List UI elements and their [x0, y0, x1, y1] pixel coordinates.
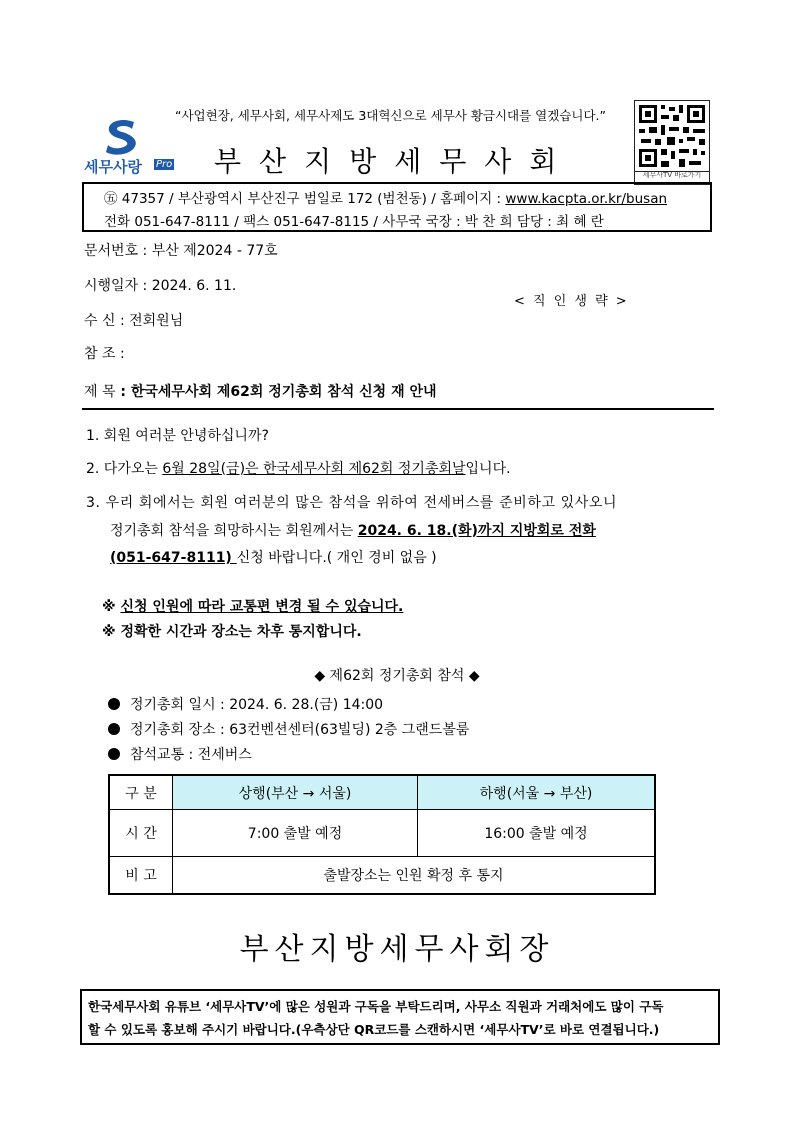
- bullet-1: [108, 694, 383, 714]
- paragraph-3-line-1: 3. 우리 회에서는 회원 여러분의 많은 참석을 위하여 전세버스를 준비하고 있사오니: [86, 495, 618, 511]
- p3-l2-a: 정기총회 참석을 희망하시는 회원께서는: [110, 523, 358, 539]
- cc-value: :: [115, 346, 125, 362]
- note-1-text: 신청 인원에 따라 교통편 변경 될 수 있습니다.: [120, 599, 404, 615]
- bullet-2: [108, 719, 469, 739]
- logo: [84, 116, 184, 182]
- subject-label: 제 목: [84, 384, 116, 400]
- table-cell: 16:00 출발 예정: [418, 810, 656, 857]
- bullet-1-text: 정기총회 일시 : 2024. 6. 28.(금) 14:00: [130, 697, 384, 713]
- table-cell: 비 고: [109, 857, 173, 895]
- note-1-mark: ※: [102, 599, 121, 615]
- divider: [82, 408, 714, 410]
- p3-l3-b: 신청 바랍니다.( 개인 경비 없음 ): [236, 550, 437, 566]
- p2-highlight: 6월 28일(금)은 한국세무사회 제62회 정기총회날: [162, 461, 466, 477]
- recipient-value: : 전회원님: [115, 313, 184, 329]
- qr-caption: 세무사TV 바로가기: [634, 170, 710, 185]
- recipient: [84, 310, 183, 330]
- bullet-3-text: 참석교통 : 전세버스: [130, 747, 252, 763]
- paragraph-1: 1. 회원 여러분 안녕하십니까?: [86, 428, 269, 444]
- footer-line-1: 한국세무사회 유튜브 ‘세무사TV’에 많은 성원과 구독을 부탁드리며, 사무소 직원과 거래처에도 많이 구독: [88, 999, 664, 1014]
- bullet-icon: [108, 723, 120, 735]
- bullet-3: [108, 744, 252, 764]
- p3-phone: (051-647-8111): [110, 550, 237, 566]
- org-title: 부산지방세무사회: [214, 145, 575, 178]
- table-row: [109, 857, 655, 895]
- recipient-label: 수 신: [84, 313, 116, 329]
- qr-code-icon: [635, 101, 709, 171]
- table-header-cell: 구 분: [109, 775, 173, 810]
- note-1: [102, 596, 403, 616]
- paragraph-3-line-2: [110, 520, 596, 540]
- address-text: ㊄ 47357 / 부산광역시 부산진구 범일로 172 (범천동) / 홈페이지 :: [104, 191, 506, 207]
- subject-value: : 한국세무사회 제62회 정기총회 참석 신청 재 안내: [115, 384, 437, 400]
- table-row: [109, 810, 655, 857]
- table-cell: 7:00 출발 예정: [173, 810, 418, 857]
- p3-deadline: 2024. 6. 18.(화)까지 지방회로 전화: [357, 523, 596, 539]
- address-line-1: [104, 187, 667, 207]
- p2-c: 입니다.: [465, 461, 511, 477]
- footer-line-2: 할 수 있도록 홍보해 주시기 바랍니다.(우측상단 QR코드를 스캔하시면 ‘세무사TV’로 바로 연결됩니다.): [88, 1022, 660, 1037]
- section-title: ◆ 제62회 정기총회 참석 ◆: [314, 668, 480, 684]
- table-header-cell: 하행(서울 → 부산): [418, 775, 656, 810]
- table-header-cell: 상행(부산 → 서울): [173, 775, 418, 810]
- issue-date: 시행일자 : 2024. 6. 11.: [84, 278, 237, 294]
- table-row: [109, 775, 655, 810]
- slogan: “사업현장, 세무사회, 세무사제도 3대혁신으로 세무사 황금시대를 열겠습니다.”: [175, 108, 606, 123]
- paragraph-3-line-3: [110, 547, 437, 567]
- bullet-icon: [108, 698, 120, 710]
- cc-label: 참 조: [84, 346, 116, 362]
- logo-text: 세무사랑: [84, 158, 142, 176]
- subject: [84, 381, 437, 401]
- qr-code[interactable]: [634, 100, 710, 172]
- contact-line: 전화 051-647-8111 / 팩스 051-647-8115 / 사무국 국장 : 박 찬 희 담당 : 최 혜 란: [104, 214, 604, 230]
- seal-omitted-note: < 직 인 생 략 >: [514, 294, 629, 309]
- logo-pro-badge: Pro: [156, 159, 173, 170]
- doc-number: 문서번호 : 부산 제2024 - 77호: [84, 243, 278, 259]
- bullet-2-text: 정기총회 장소 : 63컨벤션센터(63빌딩) 2층 그랜드볼룸: [130, 722, 470, 738]
- p2-a: 2. 다가오는: [86, 461, 163, 477]
- signature: 부산지방세무사회장: [239, 932, 555, 967]
- paragraph-2: [86, 458, 511, 478]
- table-cell: 출발장소는 인원 확정 후 통지: [173, 857, 656, 895]
- bus-schedule-table: [108, 774, 656, 895]
- cc: [84, 343, 125, 363]
- homepage-link[interactable]: www.kacpta.or.kr/busan: [505, 191, 668, 207]
- table-cell: 시 간: [109, 810, 173, 857]
- note-2: ※ 정확한 시간과 장소는 차후 통지합니다.: [102, 624, 362, 640]
- bullet-icon: [108, 748, 120, 760]
